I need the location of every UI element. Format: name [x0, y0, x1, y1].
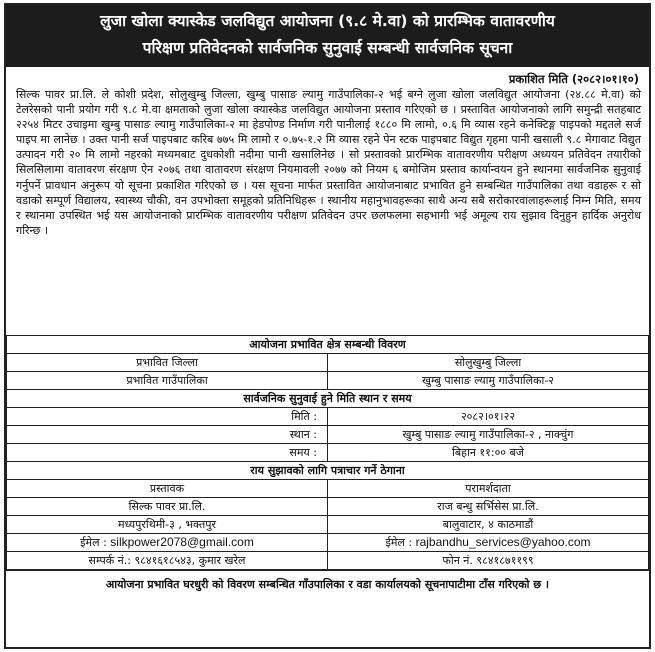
notice-body: सिल्क पावर प्रा.लि. ले कोशी प्रदेश, सोलुखुम्बु जिल्ला, खुम्बु पासाङ ल्यामु गाउँपालिका-२ भई बग्ने लुजा खोला जलविद्युत आयोजना (२४.८८ मे.वा) को टेलरेसको पानी प्रयोग गरी ९.८ मे.वा क्षमताको लुजा खोला क्यास्केड जलविद्युत आयोजना प्रस्ताव गरिएको छ । प्रस्तावित आयोजनाको लागि समुन्द्री सतहबाट २२५४ मिटर उचाइमा खुम्बु पासाङ ल्यामु गाउँपालिका-२ मा हेडपोण्ड निर्माण गरी पानीलाई १८८० मि लामो, ०.६ मि व्यास रहने कनेक्टिङ्ग पाइपको मद्दतले सर्ज पाइप मा लानेछ । उक्त पानी सर्ज पाइपबाट करिब ७७५ मि लामो र ०.७५-१.२ मि व्यास रहने पेन स्टक पाइपबाट विद्युत गृहमा पानी खसाली ९.८ मेगावाट विद्युत उत्पादन गरी २० मि लामो नहरको मध्यमबाट दुधकोशी नदीमा पानी खसालिनेछ । सो प्रस्तावको प्रारम्भिक वातावरणीय परीक्षण अध्ययन प्रतिवेदन तयारीको सिलसिलामा वातावरण संरक्षण ऐन २०७६ तथा वातावरण संरक्षण नियमावली २०७७ को नियम ६ बमोजिम प्रस्ताव कार्यान्वयन हुने स्थानमा सार्वजनिक सुनुवाई गर्नुपर्ने प्रावधान अनुरूप यो सूचना प्रकाशित गरिएको छ । यस सूचना मार्फत प्रस्तावित आयोजनाबाट प्रभावित हुने सम्बन्धित गाउँपालिका तथा वडाहरू र सो वडाको सम्पूर्ण विद्यालय, स्वास्थ्य चौकी, वन उपभोक्ता समूहको प्रतिनिधिहरू । स्थानीय महानुभावहरूका साथै अन्य सबै सरोकारवालाहरूलाई निम्न मिति, समय र स्थानमा उपस्थित भई यस आयोजनाको प्रारम्भिक वातावरणीय परीक्षण प्रतिवेदन उपर छलफलमा सहभागी भई अमूल्य राय सुझाव दिनुहुन हार्दिक अनुरोध गरिन्छ । — [16, 88, 641, 237]
table-row — [7, 408, 649, 426]
table-row — [7, 354, 649, 372]
proponent-header: प्रस्तावक — [7, 480, 328, 498]
section-affected-area: आयोजना प्रभावित क्षेत्र सम्बन्धी विवरण — [7, 336, 649, 354]
notice-footer: आयोजना प्रभावित घरधुरी को विवरण सम्बन्धित गाँउपालिका र वडा कार्यालयको सूचनापाटीमा टाँस गरिएको छ । — [6, 570, 649, 598]
consultant-email-cell — [328, 534, 649, 552]
table-row — [7, 390, 649, 408]
consultant-address: बालुवाटार, ४ काठमाडौं — [328, 516, 649, 534]
notice-title-line1: लुजा खोला क्यास्केड जलविद्युत आयोजना (९.८ मे.वा) को प्रारम्भिक वातावरणीय — [100, 12, 555, 30]
time-value: बिहान ११:०० बजे — [328, 444, 649, 462]
proponent-email-cell — [7, 534, 328, 552]
public-notice — [4, 3, 651, 649]
table-row — [7, 552, 649, 570]
consultant-name: राज बन्धु सर्भिसेस प्रा.लि. — [328, 498, 649, 516]
table-row — [7, 498, 649, 516]
time-label: समय : — [7, 444, 328, 462]
consultant-header: परामर्शदाता — [328, 480, 649, 498]
published-date: प्रकाशित मिति (२०८२।०१।१०) — [508, 72, 639, 86]
consultant-phone: फोन नं. ९८४१८७११९९ — [328, 552, 649, 570]
venue-value: खुम्बु पासाङ ल्यामु गाउँपालिका-२ , नाक्चुंग — [328, 426, 649, 444]
table-row — [7, 372, 649, 390]
section-contact: राय सुझावको लागि पत्राचार गर्ने ठेगाना — [7, 462, 649, 480]
table-row — [7, 516, 649, 534]
proponent-email: silkpower2078@gmail.com — [110, 535, 254, 549]
proponent-address: मध्यपुरथिमी-३ , भक्तपुर — [7, 516, 328, 534]
consultant-email: rajbandhu_services@yahoo.com — [415, 535, 591, 549]
venue-label: स्थान : — [7, 426, 328, 444]
details-table — [6, 335, 649, 570]
consultant-email-label: ईमेल : — [385, 536, 413, 549]
table-row — [7, 534, 649, 552]
email-label: ईमेल : — [80, 536, 107, 549]
affected-district-label: प्रभावित जिल्ला — [7, 354, 328, 372]
affected-municipality-label: प्रभावित गाउँपालिका — [7, 372, 328, 390]
date-value: २०८२।०१।२२ — [328, 408, 649, 426]
table-row — [7, 480, 649, 498]
date-label: मिति : — [7, 408, 328, 426]
section-hearing: सार्वजनिक सुनुवाई हुने मिति स्थान र समय — [7, 390, 649, 408]
table-row — [7, 462, 649, 480]
table-row — [7, 336, 649, 354]
proponent-name: सिल्क पावर प्रा.लि. — [7, 498, 328, 516]
notice-header — [6, 5, 649, 67]
proponent-contact: सम्पर्क नं.: ९८४१६१८५४३, कुमार खरेल — [7, 552, 328, 570]
table-row — [7, 444, 649, 462]
notice-title-line2: परिक्षण प्रतिवेदनको सार्वजनिक सुनुवाई सम्बन्धी सार्वजनिक सूचना — [142, 39, 513, 57]
affected-district-value: सोलुखुम्बु जिल्ला — [328, 354, 649, 372]
affected-municipality-value: खुम्बु पासाङ ल्यामु गाउँपालिका-२ — [328, 372, 649, 390]
table-row — [7, 426, 649, 444]
